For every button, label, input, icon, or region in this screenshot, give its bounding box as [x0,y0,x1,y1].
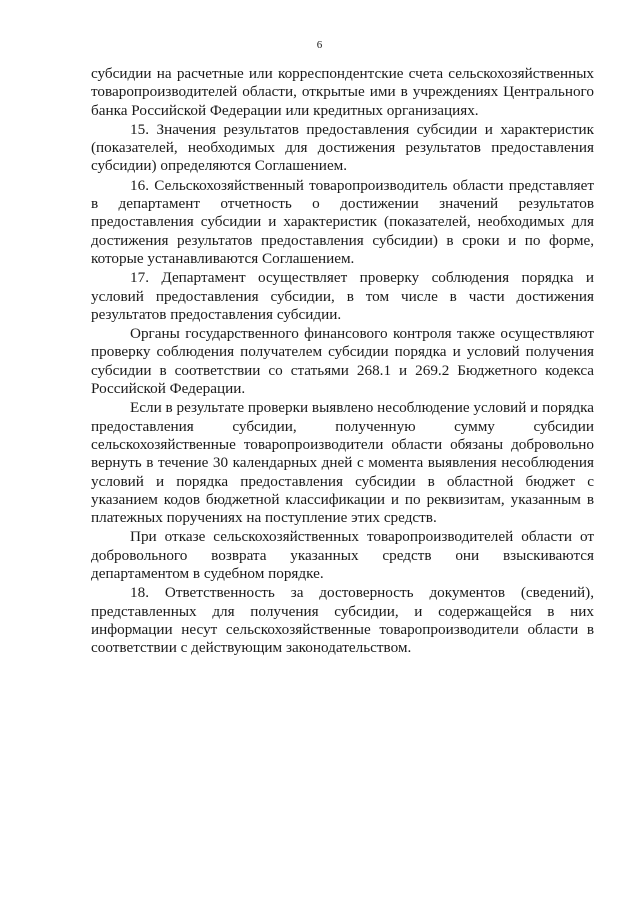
paragraph-item-17: 17. Департамент осуществляет проверку соблюдения порядка и условий предоставления субсидии, в том числе в части достижения результатов предоставления субсидии. [91,269,594,323]
page-number: 6 [316,39,323,51]
paragraph-financial-control: Органы государственного финансового контроля также осуществляют проверку соблюдения получателем субсидии порядка и условий получения субсидии в соответствии со статьями 268.1 и 269.2 Бюджетного кодекса Российской Федерации. [91,325,594,398]
paragraph-item-16: 16. Сельскохозяйственный товаропроизводитель области представляет в департамент отчетность о достижении значений результатов предоставления субсидии и характеристик (показателей, необходимых для достижения результатов предоставления субсидии) в сроки и по форме, которые устанавливаются Соглашением. [91,176,594,267]
paragraph-court-recovery: При отказе сельскохозяйственных товаропроизводителей области от добровольного возврата указанных средств они взыскиваются департаментом в судебном порядке. [91,528,594,583]
document-body [91,65,594,658]
paragraph-item-18: 18. Ответственность за достоверность документов (сведений), представленных для получения субсидии, и содержащейся в них информации несут сельскохозяйственные товаропроизводители области в соответствии с действующим законодательством. [91,584,594,657]
paragraph-continuation: субсидии на расчетные или корреспондентские счета сельскохозяйственных товаропроизводителей области, открытые ими в учреждениях Центрального банка Российской Федерации или кредитных организациях. [91,65,594,119]
paragraph-item-15: 15. Значения результатов предоставления субсидии и характеристик (показателей, необходимых для достижения результатов предоставления субсидии) определяются Соглашением. [91,120,594,175]
paragraph-refund: Если в результате проверки выявлено несоблюдение условий и порядка предоставления субсидии, полученную сумму субсидии сельскохозяйственные товаропроизводители области обязаны добровольно вернуть в течение 30 календарных дней с момента выявления несоблюдения условий и порядка предоставления субсидии в областной бюджет с указанием кодов бюджетной классификации и по реквизитам, указанным в платежных поручениях на поступление этих средств. [91,399,595,527]
